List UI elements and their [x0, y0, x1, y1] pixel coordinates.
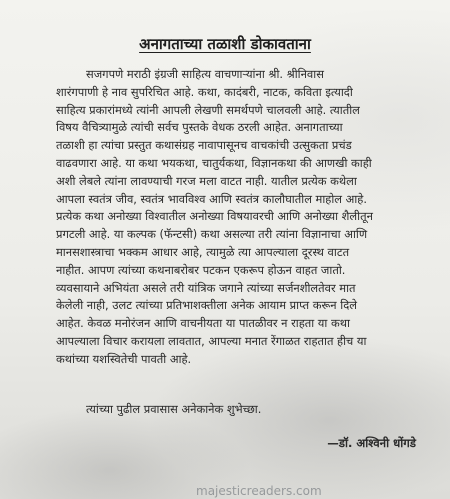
text-line: व्यवसायाने अभियंता असले तरी यांत्रिक जगाने त्यांच्या सर्जनशीलतेवर मात: [56, 280, 356, 295]
text-line: सजगपणे मराठी इंग्रजी साहित्य वाचणाऱ्यांना श्री. श्रीनिवास: [86, 67, 324, 81]
body-text: [56, 66, 418, 369]
watermark-text: majesticreaders.com: [196, 484, 322, 498]
text-line: वाढवणारा आहे. या कथा भयकथा, चातुर्यकथा, विज्ञानकथा की आणखी काही: [56, 155, 372, 170]
text-line: आहेत. केवळ मनोरंजन आणि वाचनीयता या पातळीवर न राहता या कथा: [56, 316, 350, 331]
text-line: आपला स्वतंत्र जीव, स्वतंत्र भावविश्व आणि स्वतंत्र कालौघातील माहोल आहे.: [56, 191, 367, 206]
page-title: अनागताच्या तळाशी डोकावताना: [139, 35, 311, 53]
text-line: अशी लेबले त्यांना लावण्याची गरज मला वाटत नाही. यातील प्रत्येक कथेला: [56, 173, 357, 188]
text-line: साहित्य प्रकारांमध्ये त्यांनी आपली लेखणी समर्थपणे चालवली आहे. त्यातील: [56, 102, 360, 117]
text-line: शारंगपाणी हे नाव सुपरिचित आहे. कथा, कादंबरी, नाटक, कविता इत्यादी: [56, 84, 353, 99]
wishes-line: त्यांच्या पुढील प्रवासास अनेकानेक शुभेच्छा.: [86, 402, 262, 416]
text-line: प्रत्येक कथा अनोख्या विश्वातील अनोख्या विषयावरची आणि अनोख्या शैलीतून: [56, 209, 373, 224]
text-line: केलेली नाही, उलट त्यांच्या प्रतिभाशक्तीला अनेक आयाम प्राप्त करून दिले: [56, 298, 357, 313]
text-line: नाहीत. आपण त्यांच्या कथनाबरोबर पटकन एकरूप होऊन वाहत जातो.: [56, 262, 346, 277]
text-line: प्रगटली आहे. या कल्पक (फॅन्टसी) कथा असल्या तरी त्यांना विज्ञानाचा आणि: [56, 227, 368, 242]
text-line: तळाशी हा त्यांचा प्रस्तुत कथासंग्रह नावापासूनच वाचकांची उत्सुकता प्रचंड: [56, 138, 352, 153]
text-line: कथांच्या यशस्वितेची पावती आहे.: [56, 351, 192, 366]
text-line: विषय वैचित्र्यामुळे त्यांची सर्वच पुस्तके वेधक ठरली आहेत. अनागताच्या: [56, 120, 343, 135]
text-line: आपल्याला विचार करायला लावतात, आपल्या मनात रेंगाळत राहतात हीच या: [56, 333, 367, 348]
author-signature: —डॉ. अश्विनी धोंगडे: [327, 436, 416, 450]
text-line: मानसशास्त्राचा भक्कम आधार आहे, त्यामुळे त्या आपल्याला दूरस्थ वाटत: [56, 244, 350, 259]
